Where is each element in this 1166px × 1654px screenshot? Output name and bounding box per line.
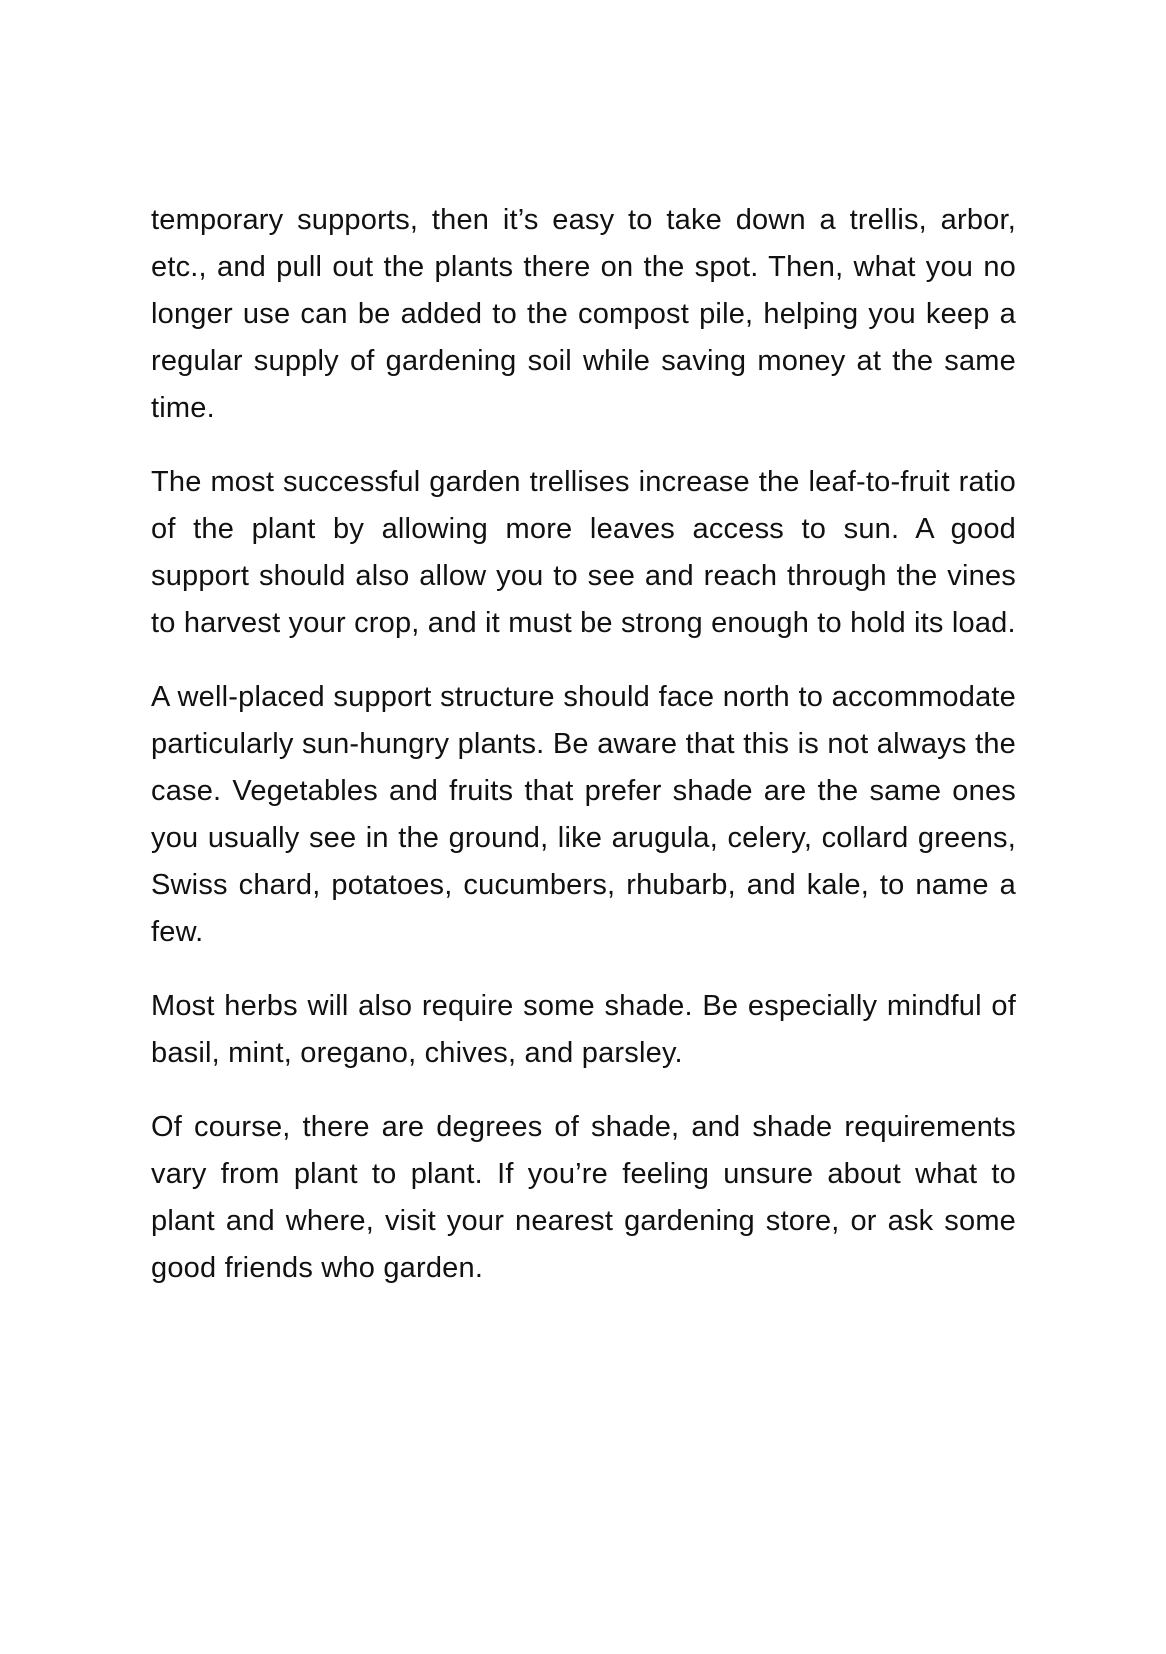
paragraph-shade-requirements: Of course, there are degrees of shade, and shade requirements vary from plant to plant. If you’re feeling unsure about what to plant and where, visit your nearest gardening store, or ask some good friends who garden. — [151, 1111, 1016, 1284]
document-body — [151, 197, 1016, 1319]
paragraph-support-placement: A well-placed support structure should face north to accommodate particularly sun-hungry plants. Be aware that this is not always the case. Vegetables and fruits that prefer shade are the same ones you usually see in the ground, like arugula, celery, collard greens, Swiss chard, potatoes, cucumbers, rhubarb, and kale, to name a few. — [151, 681, 1016, 948]
paragraph-herbs-shade: Most herbs will also require some shade. Be especially mindful of basil, mint, oregano, chives, and parsley. — [151, 990, 1016, 1069]
paragraph-successful-trellises: The most successful garden trellises increase the leaf-to-fruit ratio of the plant by allowing more leaves access to sun. A good support should also allow you to see and reach through the vines to harvest your crop, and it must be strong enough to hold its load. — [151, 466, 1016, 639]
paragraph-temporary-supports: temporary supports, then it’s easy to take down a trellis, arbor, etc., and pull out the plants there on the spot. Then, what you no longer use can be added to the compost pile, helping you keep a regular supply of gardening soil while saving money at the same time. — [151, 204, 1016, 424]
